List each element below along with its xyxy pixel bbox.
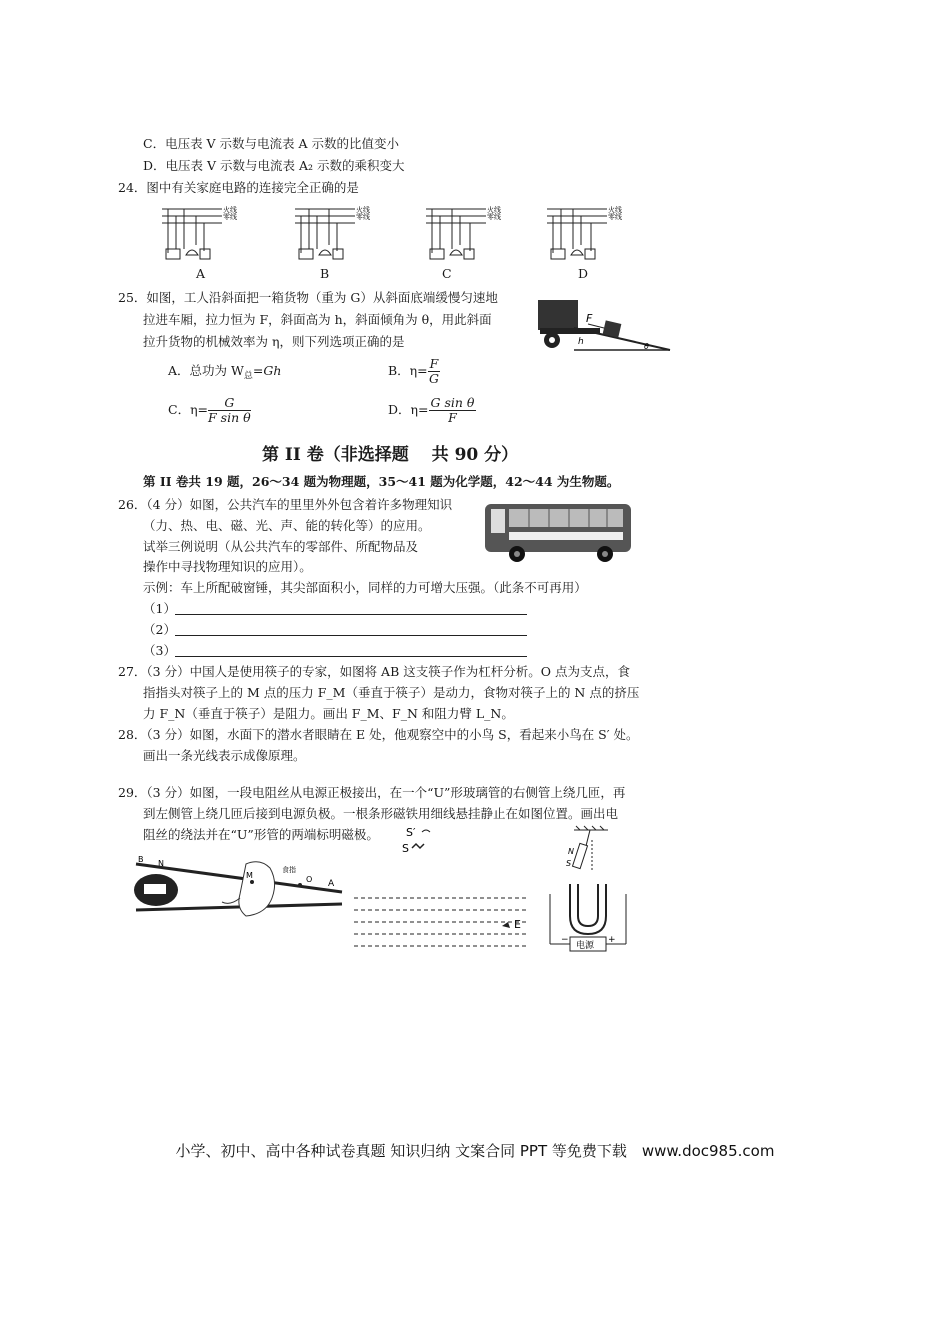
- chopstick-m-label: M: [246, 871, 253, 880]
- q23-option-c: C．电压表 V 示数与电流表 A 示数的比值变小: [143, 136, 400, 151]
- q29-line2: 到左侧管上绕几匝后接到电源负极。一根条形磁铁用细线悬挂静止在如图位置。画出电: [143, 806, 619, 821]
- q23-option-d: D．电压表 V 示数与电流表 A₂ 示数的乘积变大: [143, 158, 405, 173]
- index-finger-label: 食指: [282, 866, 296, 874]
- q25-line3: 拉升货物的机械效率为 η，则下列选项正确的是: [143, 334, 405, 349]
- angle-theta-label: θ: [644, 342, 649, 351]
- positive-terminal-label: +: [608, 935, 616, 945]
- circuit-label-a: A: [196, 266, 206, 281]
- circuit-diagram-b: [293, 203, 383, 267]
- svg-text:火线: 火线: [356, 206, 370, 214]
- q27-line2: 指指头对筷子上的 M 点的压力 F_M（垂直于筷子）是动力，食物对筷子上的 N 点的挤压: [143, 685, 640, 700]
- power-supply-label: 电源: [576, 941, 595, 951]
- diver-eye-e-label: E: [514, 918, 521, 931]
- q26-answer-line-1[interactable]: [175, 614, 527, 615]
- q25-option-c: C．η= $\frac{G}{\text{F sin θ}}$: [168, 395, 251, 425]
- svg-text:火线: 火线: [487, 206, 501, 214]
- circuit-diagram-d: [545, 203, 635, 267]
- bird-s-label: S: [402, 842, 409, 855]
- negative-terminal-label: −: [561, 935, 569, 945]
- q26-blank-2-label: （2）: [143, 622, 176, 637]
- q26-blank-3-label: （3）: [143, 643, 176, 658]
- chopstick-a-label: A: [328, 879, 335, 889]
- bus-image: [481, 500, 633, 568]
- q26-line4: 操作中寻找物理知识的应用）。: [143, 559, 312, 574]
- chopstick-o-label: O: [306, 875, 313, 884]
- q29-line1: 29．（3 分）如图，一段电阻丝从电源正极接出，在一个“U”形玻璃管的右侧管上绕几匝，再: [118, 785, 626, 800]
- force-f-label: F: [586, 312, 593, 325]
- q26-line3: 试举三例说明（从公共汽车的零部件、所配物品及: [143, 539, 419, 554]
- svg-text:火线: 火线: [608, 206, 622, 214]
- q25-line1: 25．如图，工人沿斜面把一箱货物（重为 G）从斜面底端缓慢匀速地: [118, 290, 498, 305]
- svg-text:零线: 零线: [487, 213, 501, 221]
- chopstick-n-label: N: [158, 859, 164, 868]
- magnet-s-label: S: [566, 859, 572, 868]
- section-2-title: 第 II 卷（非选择题 共 90 分）: [262, 445, 519, 465]
- chopstick-b-label: B: [138, 855, 144, 864]
- q28-line2: 画出一条光线表示成像原理。: [143, 748, 306, 763]
- circuit-diagram-c: [424, 203, 514, 267]
- circuit-label-c: C: [442, 266, 452, 281]
- q27-line3: 力 F_N（垂直于筷子）是阻力。画出 F_M、F_N 和阻力臂 L_N。: [143, 706, 514, 721]
- water-bird-figure: [350, 822, 530, 956]
- magnet-n-label: N: [568, 847, 574, 856]
- q28-line1: 28．（3 分）如图，水面下的潜水者眼睛在 E 处，他观察空中的小鸟 S，看起来小鸟在 S′ 处。: [118, 727, 639, 742]
- svg-text:零线: 零线: [608, 213, 622, 221]
- q26-line1: 26．（4 分）如图，公共汽车的里里外外包含着许多物理知识: [118, 497, 453, 512]
- height-h-label: h: [578, 337, 584, 347]
- q26-answer-line-2[interactable]: [175, 635, 527, 636]
- q26-blank-1-label: （1）: [143, 601, 176, 616]
- u-tube-magnet-figure: [546, 824, 636, 958]
- truck-ramp-figure: [534, 292, 674, 358]
- section-2-note: 第 II 卷共 19 题，26～34 题为物理题，35～41 题为化学题，42～44 为生物题。: [143, 474, 620, 489]
- circuit-diagram-a: [160, 203, 250, 267]
- q26-answer-line-3[interactable]: [175, 656, 527, 657]
- live-wire-label: 火线: [223, 206, 237, 214]
- q27-line1: 27．（3 分）中国人是使用筷子的专家，如图将 AB 这支筷子作为杠杆分析。O 点为支点，食: [118, 664, 630, 679]
- chopsticks-figure: [128, 852, 348, 926]
- q24-stem: 24．图中有关家庭电路的连接完全正确的是: [118, 180, 359, 195]
- q26-example: 示例：车上所配破窗锤，其尖部面积小，同样的力可增大压强。（此条不可再用）: [143, 580, 587, 595]
- bird-image-s-prime-label: S′: [406, 826, 416, 839]
- circuit-label-b: B: [320, 266, 330, 281]
- q26-line2: （力、热、电、磁、光、声、能的转化等）的应用。: [143, 518, 431, 533]
- q25-option-b: B．η= $\frac{F}{G}$: [388, 356, 439, 386]
- q25-option-a: A．总功为 $W_总=Gh$: [168, 363, 282, 382]
- footer-watermark-text: 小学、初中、高中各种试卷真题 知识归纳 文案合同 PPT 等免费下载 www.doc985.com: [175, 1142, 775, 1160]
- q25-option-d: D．η= $\frac{\text{G sin θ}}{F}$: [388, 395, 475, 425]
- svg-text:零线: 零线: [356, 213, 370, 221]
- circuit-label-d: D: [578, 266, 589, 281]
- neutral-wire-label: 零线: [223, 213, 237, 221]
- q29-line3: 阻丝的绕法并在“U”形管的两端标明磁极。: [143, 827, 379, 842]
- q25-line2: 拉进车厢，拉力恒为 F，斜面高为 h，斜面倾角为 θ，用此斜面: [143, 312, 492, 327]
